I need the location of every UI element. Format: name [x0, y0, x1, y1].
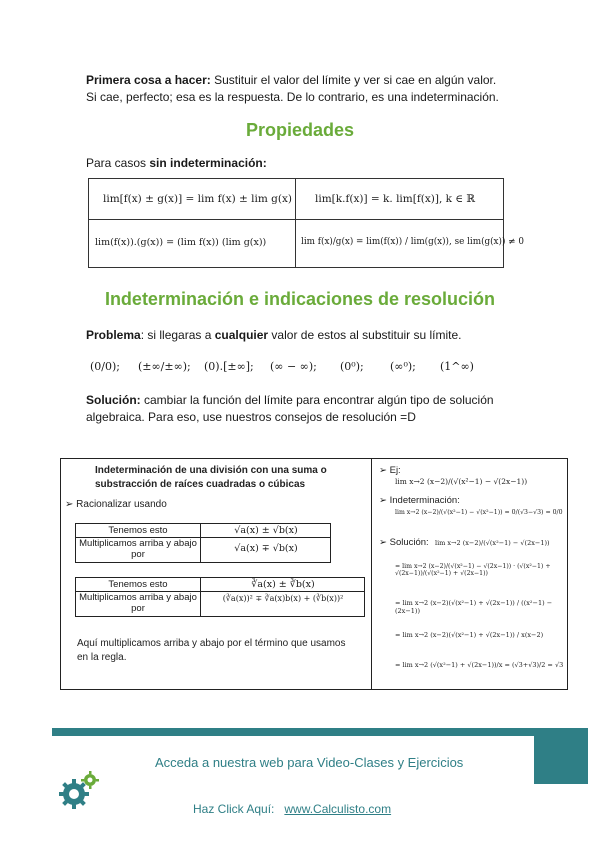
box-note: Aquí multiplicamos arriba y abajo por el término que usamos en la regla. — [77, 638, 346, 663]
footer-click — [193, 802, 391, 816]
prop-quotient: lim f(x)/g(x) = lim(f(x)) / lim(g(x)), se lim(g(x)) ≠ 0 — [301, 237, 524, 247]
ej-label: Ej: — [389, 465, 401, 476]
box-heading-2: substracción de raíces cuadradas o cúbicas — [95, 479, 306, 490]
indet-line — [379, 495, 460, 506]
intro-paragraph — [86, 72, 506, 106]
problema-text2: valor de estos al substituir su límite. — [268, 328, 462, 342]
t1-r2-expr: √a(x) ∓ √b(x) — [234, 543, 298, 554]
click-label: Haz Click Aquí: — [193, 802, 275, 816]
arrow-bullet-icon: ➢ — [379, 537, 390, 548]
sol-line — [379, 537, 429, 548]
problema-bold: Problema — [86, 328, 141, 342]
intro-bold: Primera cosa a hacer: — [86, 73, 211, 87]
form-0-inf: (0).[±∞]; — [204, 360, 254, 373]
properties-table — [88, 178, 524, 268]
sol-label: Solución: — [389, 537, 429, 548]
form-inf-minus-inf: (∞ − ∞); — [270, 360, 317, 373]
propiedades-title: Propiedades — [245, 120, 355, 140]
prop-const: lim[k.f(x)] = k. lim[f(x)], k ∈ ℝ — [315, 193, 476, 205]
step-3: = lim x→2 (x−2)(√(x²−1) + √(2x−1)) / x(x−2) — [395, 631, 544, 639]
prop-sum: lim[f(x) ± g(x)] = lim f(x) ± lim g(x) — [103, 193, 292, 205]
ej-expr: lim x→2 (x−2)/(√(x²−1) − √(2x−1)) — [395, 477, 528, 486]
step-1: = lim x→2 (x−2)/(√(x²−1) − √(2x−1)) · (√(x²−1) + √(2x−1))/(√(x²−1) + √(2x−1)) — [395, 563, 551, 577]
footer-square — [534, 728, 588, 784]
t2-r1-label: Tenemos esto — [108, 579, 168, 590]
t2-r1-expr: ∛a(x) ± ∛b(x) — [251, 579, 315, 590]
t2-r2-label: Multiplicamos arriba y abajo por — [79, 592, 197, 614]
gears-logo-icon — [58, 770, 100, 810]
step-4: = lim x→2 (√(x²−1) + √(2x−1))/x = (√3+√3)/2 = √3 — [395, 661, 564, 669]
arrow-bullet-icon: ➢ — [379, 465, 390, 476]
step-2: = lim x→2 (x−2)(√(x²−1) + √(2x−1)) / ((x²−1) − (2x−1)) — [395, 599, 553, 615]
footer-cta: Acceda a nuestra web para Video-Clases y Ejercicios — [155, 755, 464, 770]
t1-r2-label: Multiplicamos arriba y abajo por — [79, 538, 197, 560]
example-box — [60, 458, 568, 690]
bullet-text: Racionalizar usando — [76, 499, 167, 510]
lead-bold: sin indeterminación: — [149, 156, 267, 170]
form-inf-pow-0: (∞⁰); — [390, 360, 416, 373]
arrow-bullet-icon: ➢ — [65, 499, 77, 510]
prop-product: lim(f(x)).(g(x)) = (lim f(x)) (lim g(x)) — [95, 237, 267, 248]
solucion-paragraph — [86, 392, 506, 426]
rationalize-table-square — [75, 523, 331, 563]
indet-expr: lim x→2 (x−2)/(√(x²−1) − √(x²−1)) = 0/(√3−√3) = 0/0 — [395, 509, 563, 516]
form-1-pow-inf: (1^∞) — [440, 360, 474, 373]
ej-line — [379, 465, 401, 476]
sol-expr: lim x→2 (x−2)/(√(x²−1) − √(2x−1)) — [435, 539, 550, 547]
calculisto-link[interactable]: www.Calculisto.com — [284, 802, 392, 816]
propiedades-lead — [86, 155, 506, 172]
footer-band — [52, 728, 588, 736]
bullet-racionalizar — [65, 499, 167, 510]
problema-text: : si llegaras a — [140, 328, 215, 342]
indet-label: Indeterminación: — [389, 495, 460, 506]
t1-r1-label: Tenemos esto — [108, 525, 168, 536]
t1-r1-expr: √a(x) ± √b(x) — [234, 525, 298, 536]
solucion-text: cambiar la función del límite para encontrar algún tipo de solución algebraica. Para eso, use nuestros consejos de resolución =D — [86, 393, 494, 424]
arrow-bullet-icon: ➢ — [379, 495, 390, 506]
intro-text: Sustituir el valor del límite y ver si cae en algún valor. Si cae, perfecto; esa es la respuesta. De lo contrario, es una indeterminación. — [86, 73, 499, 104]
box-heading-1: Indeterminación de una división con una suma o — [95, 465, 327, 476]
problema-bold2: cualquier — [214, 328, 269, 342]
lead-text: Para casos — [86, 156, 150, 170]
indeterminate-forms — [90, 352, 510, 382]
indeterminacion-title: Indeterminación e indicaciones de resolución — [104, 289, 496, 309]
t2-r2-expr: (∛a(x))² ∓ ∛a(x)b(x) + (∛b(x))² — [222, 594, 344, 603]
form-0-0: (0/0); — [90, 360, 120, 373]
rationalize-table-cubic — [75, 577, 365, 617]
solucion-bold: Solución: — [86, 393, 141, 407]
form-inf-inf: (±∞/±∞); — [138, 360, 191, 373]
form-0-pow-0: (0⁰); — [340, 360, 364, 373]
problema-paragraph — [86, 327, 506, 344]
